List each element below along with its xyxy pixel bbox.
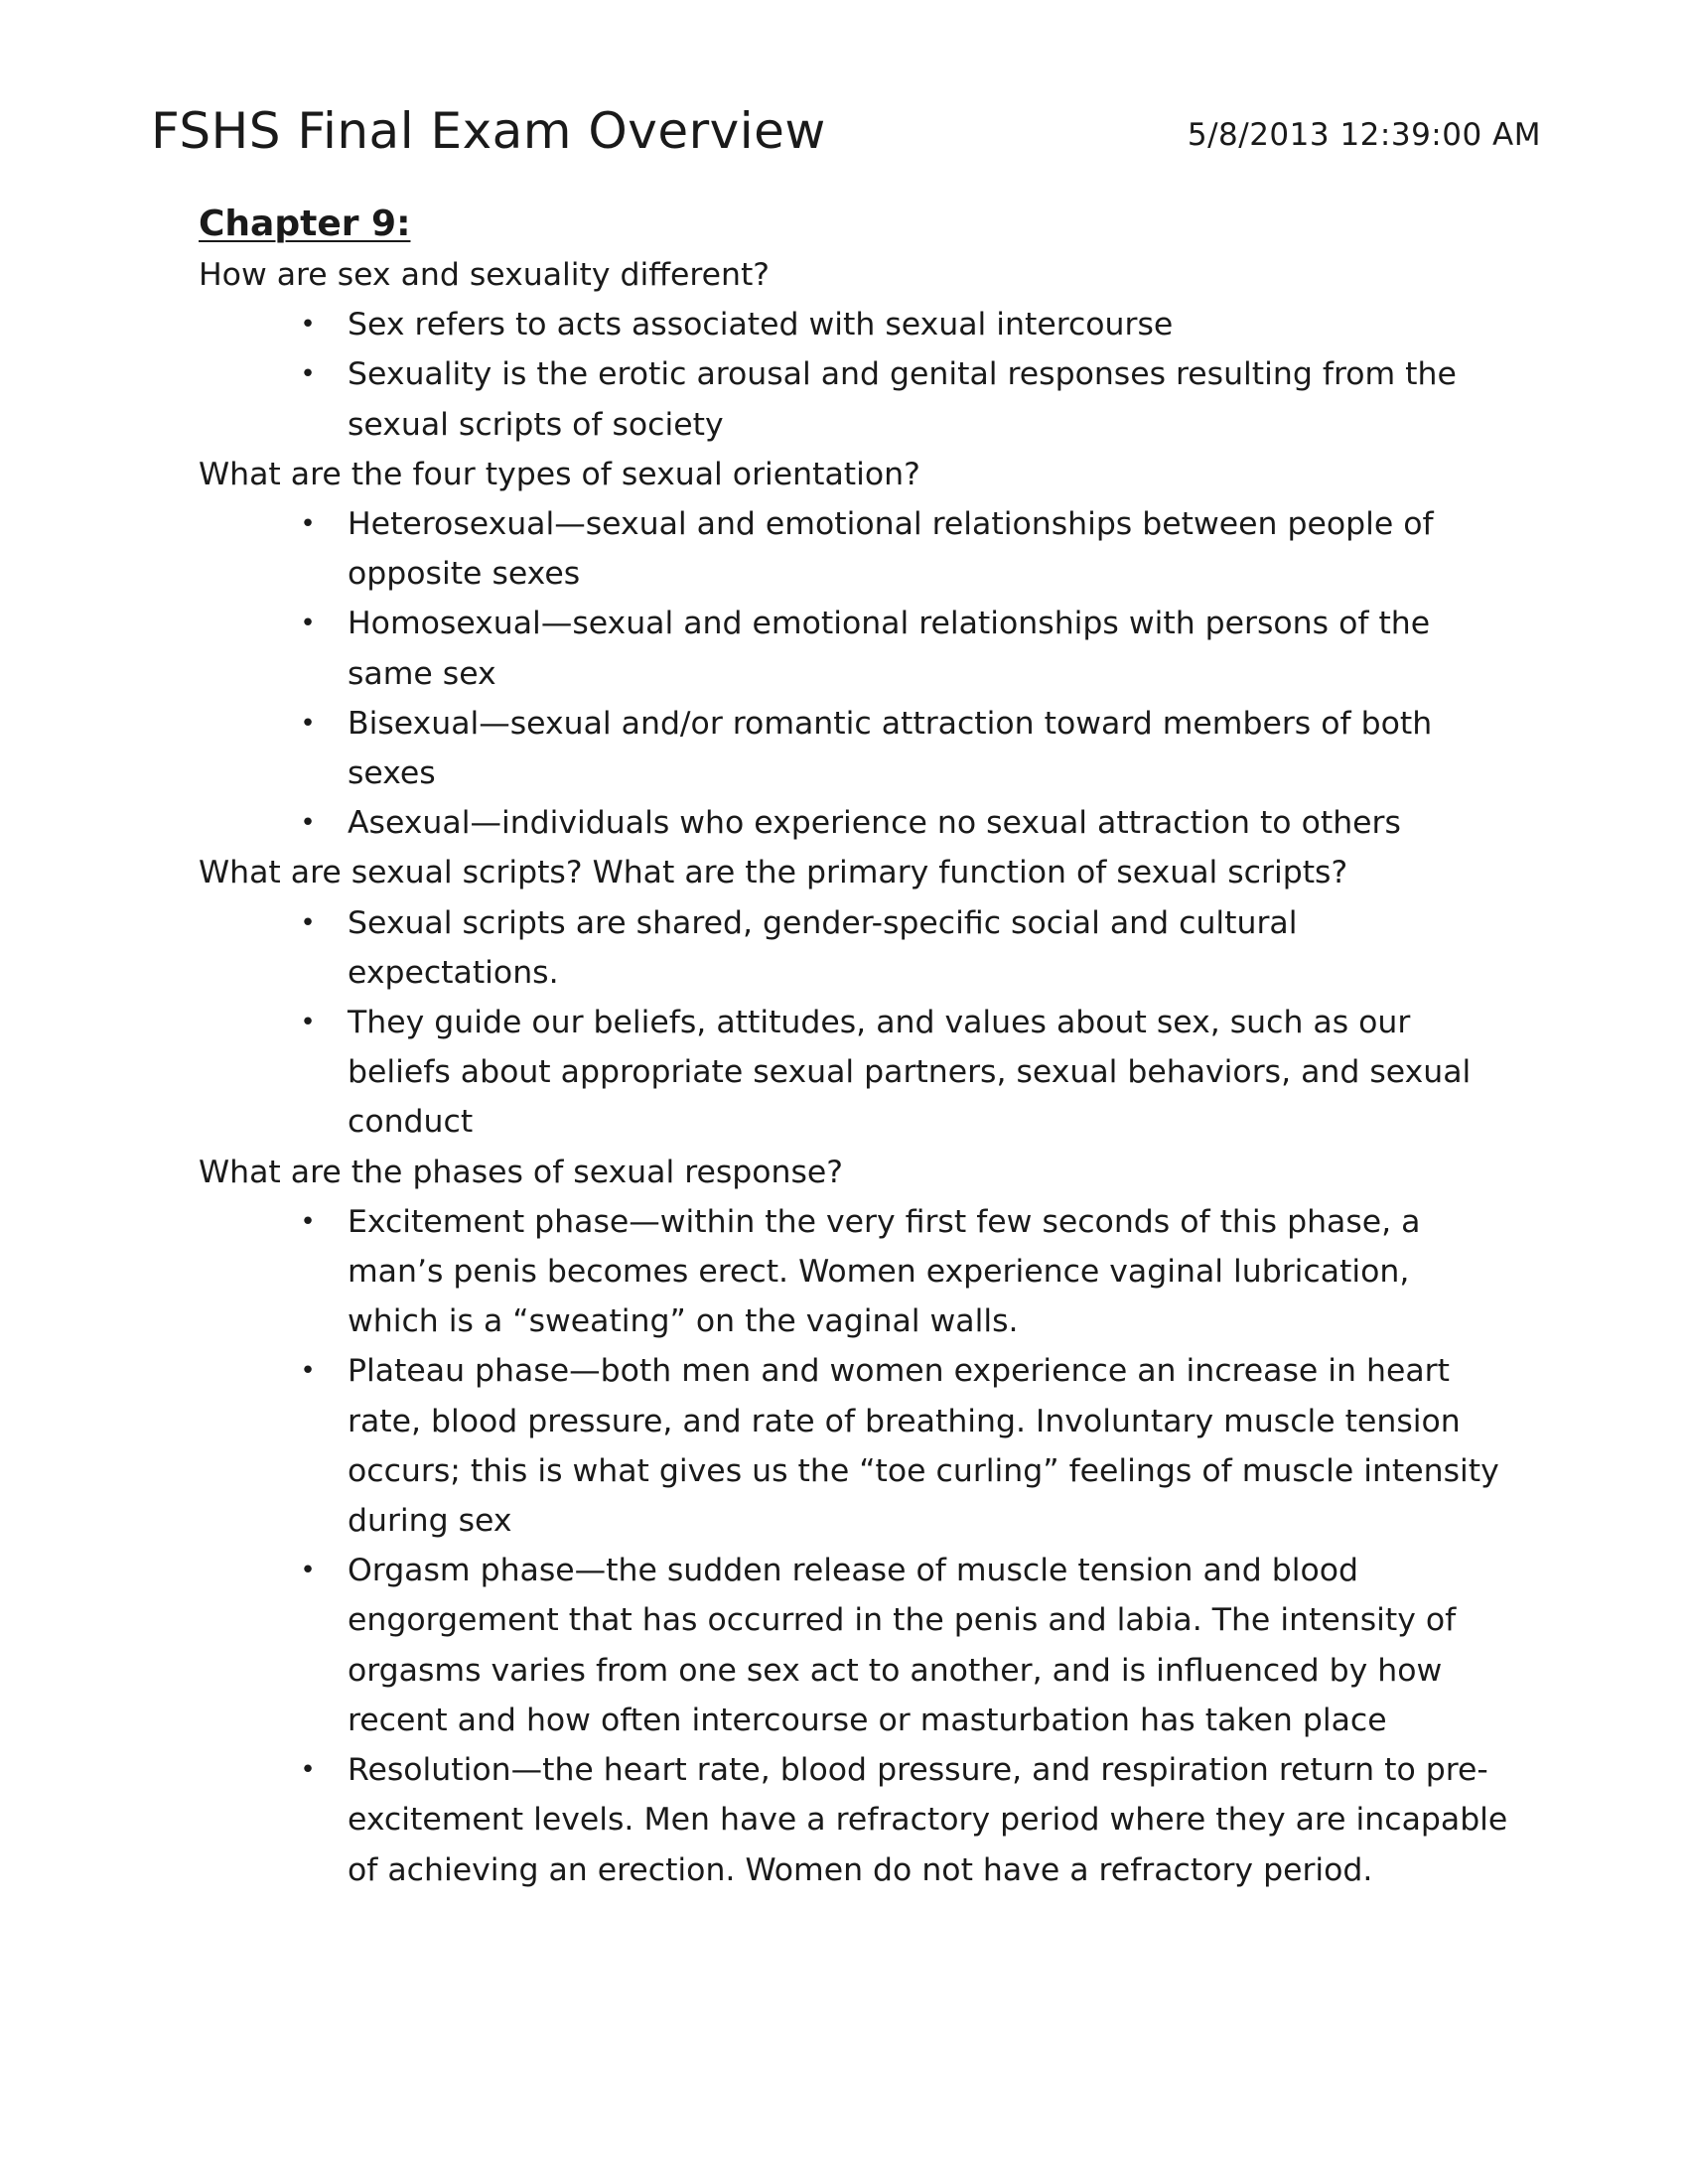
bullet-icon: • [300, 907, 316, 938]
answer-text: Sexual scripts are shared, gender-specific social and cultural expectations. [348, 904, 1298, 991]
answer-item [300, 1346, 1509, 1546]
answer-item [300, 699, 1509, 798]
bullet-icon: • [300, 310, 316, 341]
answer-text: Sexuality is the erotic arousal and genital responses resulting from the sexual scripts of society [348, 356, 1457, 443]
answer-list [199, 300, 1509, 450]
bullet-icon: • [300, 1755, 316, 1786]
answer-text: They guide our beliefs, attitudes, and values about sex, such as our beliefs about appropriate sexual partners, sexual behaviors, and sexual conduct [348, 1005, 1472, 1141]
bullet-icon: • [300, 1356, 316, 1387]
answer-item [300, 898, 1509, 998]
answer-text: Excitement phase—within the very first few seconds of this phase, a man’s penis becomes erect. Women experience vaginal lubrication, which is a “sweating” on the vaginal walls. [348, 1203, 1421, 1340]
answer-text: Asexual—individuals who experience no sexual attraction to others [348, 805, 1401, 842]
answer-item [300, 300, 1509, 349]
question: What are the four types of sexual orientation? [199, 456, 920, 492]
question: What are the phases of sexual response? [199, 1154, 843, 1190]
question-block [199, 848, 1509, 1147]
bullet-icon: • [300, 609, 316, 639]
bullet-icon: • [300, 1206, 316, 1237]
answer-item [300, 599, 1509, 698]
answer-text: Orgasm phase—the sudden release of muscle tension and blood engorgement that has occurred in the penis and labia. The intensity of orgasms varies from one sex act to another, and is influenced by how recent and how often intercourse or masturbation has taken place [348, 1553, 1457, 1738]
question: What are sexual scripts? What are the primary function of sexual scripts? [199, 855, 1348, 891]
chapter-heading: Chapter 9: [199, 204, 411, 244]
answer-text: Homosexual—sexual and emotional relationships with persons of the same sex [348, 606, 1431, 692]
question-block [199, 450, 1509, 849]
answer-item [300, 1197, 1509, 1347]
answer-item [300, 1745, 1509, 1895]
bullet-icon: • [300, 359, 316, 390]
answer-text: Plateau phase—both men and women experience an increase in heart rate, blood pressure, and rate of breathing. Involuntary muscle tension occurs; this is what gives us the “toe curling” feelings of muscle intensity during sex [348, 1353, 1499, 1540]
answer-item [300, 499, 1509, 599]
answer-item [300, 349, 1509, 449]
answer-list [199, 1197, 1509, 1895]
question: How are sex and sexuality different? [199, 257, 771, 293]
document-date: 5/8/2013 12:39:00 AM [1187, 117, 1541, 153]
answer-item [300, 798, 1509, 848]
document-title: FSHS Final Exam Overview [151, 102, 826, 160]
answer-item [300, 998, 1509, 1148]
answer-list [199, 499, 1509, 848]
bullet-icon: • [300, 1008, 316, 1038]
answer-text: Heterosexual—sexual and emotional relationships between people of opposite sexes [348, 506, 1434, 593]
question-block [199, 250, 1509, 450]
bullet-icon: • [300, 708, 316, 739]
question-block [199, 1148, 1509, 1895]
bullet-icon: • [300, 1556, 316, 1586]
bullet-icon: • [300, 509, 316, 540]
answer-item [300, 1546, 1509, 1745]
answer-text: Resolution—the heart rate, blood pressure, and respiration return to pre-excitement levels. Men have a refractory period where they are incapable of achieving an erection. Women do not have a refractory period. [348, 1752, 1508, 1888]
page-header [151, 99, 1541, 169]
bullet-icon: • [300, 808, 316, 839]
answer-list [199, 898, 1509, 1148]
answer-text: Sex refers to acts associated with sexual intercourse [348, 307, 1174, 343]
document-body [199, 199, 1509, 1895]
answer-text: Bisexual—sexual and/or romantic attraction toward members of both sexes [348, 705, 1433, 792]
